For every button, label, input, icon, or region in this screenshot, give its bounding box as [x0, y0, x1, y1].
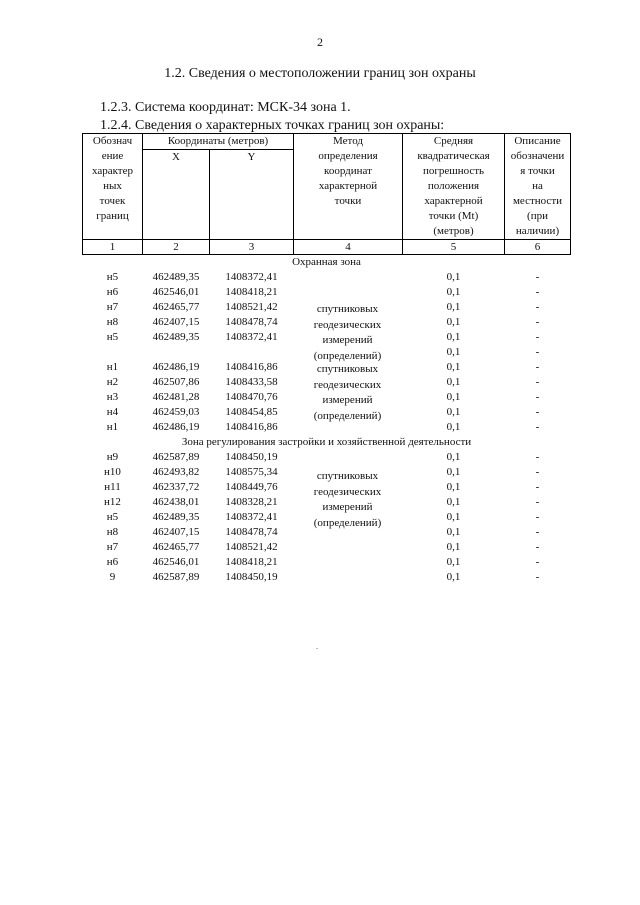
error-value: 0,1 [446, 376, 461, 388]
header-line: точек [99, 195, 126, 207]
point-id: н5 [106, 271, 119, 283]
header-line: характерной [318, 180, 378, 192]
header-description [505, 134, 571, 240]
description-value: - [535, 481, 540, 493]
method-cell [294, 570, 403, 585]
x-coordinate: 462489,35 [152, 511, 200, 523]
method-line: геодезических [313, 318, 382, 331]
point-id: 9 [109, 571, 116, 583]
error-value: 0,1 [446, 541, 461, 553]
y-coordinate: 1408450,19 [225, 571, 278, 583]
error-value: 0,1 [446, 511, 461, 523]
section-title: 1.2. Сведения о местоположении границ зон охраны [164, 66, 476, 81]
error-value: 0,1 [446, 346, 461, 358]
header-line: квадратическая [417, 150, 490, 162]
error-value: 0,1 [446, 451, 461, 463]
point-id: н11 [104, 481, 121, 493]
header-x: X [143, 150, 210, 240]
x-coordinate: 462481,28 [152, 391, 200, 403]
error-value: 0,1 [446, 406, 461, 418]
x-coordinate: 462486,19 [152, 421, 200, 433]
header-line: определения [318, 150, 378, 162]
y-coordinate: 1408372,41 [225, 271, 278, 283]
point-id: н2 [106, 376, 119, 388]
description-value: - [535, 391, 540, 403]
error-value: 0,1 [446, 466, 461, 478]
x-coordinate: 462407,15 [152, 316, 200, 328]
header-line: Средняя [433, 135, 474, 147]
description-value: - [535, 301, 540, 313]
method-line: измерений [322, 334, 373, 346]
method-cell [294, 270, 403, 285]
error-value: 0,1 [446, 526, 461, 538]
table-row [83, 450, 571, 465]
method-block-2 [293, 362, 402, 424]
header-line: я точки [520, 165, 555, 177]
y-coordinate: 1408372,41 [225, 511, 278, 523]
point-id: н8 [106, 316, 119, 328]
x-coordinate: 462407,15 [152, 526, 200, 538]
x-coordinate: 462337,72 [152, 481, 200, 493]
point-id: н7 [106, 541, 119, 553]
description-value: - [535, 286, 540, 298]
method-line: (определений) [313, 409, 382, 422]
header-line: точки (Mt) [428, 210, 479, 222]
description-value: - [535, 496, 540, 508]
description-value: - [535, 556, 540, 568]
point-id: н4 [106, 406, 119, 418]
point-id: н10 [104, 466, 121, 478]
x-coordinate: 462465,77 [152, 301, 200, 313]
x-coordinate: 462465,77 [152, 541, 200, 553]
point-id: н8 [106, 526, 119, 538]
y-coordinate: 1408450,19 [225, 451, 278, 463]
column-number: 2 [143, 240, 210, 255]
error-value: 0,1 [446, 391, 461, 403]
header-row [83, 134, 571, 150]
zone-title-row [83, 435, 571, 450]
method-cell [294, 285, 403, 300]
method-cell [294, 555, 403, 570]
method-line: спутниковых [316, 363, 379, 375]
method-block-3 [293, 469, 402, 531]
header-line: Описание [514, 135, 561, 147]
zone-title: Зона регулирования застройки и хозяйственной деятельности [181, 436, 472, 448]
y-coordinate: 1408418,21 [225, 556, 278, 568]
header-coordinates: Координаты (метров) [143, 134, 294, 150]
y-coordinate: 1408416,86 [225, 421, 278, 433]
header-line: точки [334, 195, 362, 207]
y-coordinate: 1408521,42 [225, 301, 278, 313]
x-coordinate: 462507,86 [152, 376, 200, 388]
point-id: н3 [106, 391, 119, 403]
method-line: геодезических [313, 485, 382, 498]
zone-title-row [83, 255, 571, 271]
y-coordinate: 1408478,74 [225, 316, 278, 328]
error-value: 0,1 [446, 301, 461, 313]
header-line: координат [324, 165, 372, 177]
point-id: н5 [106, 511, 119, 523]
header-line: на [532, 180, 543, 192]
error-value: 0,1 [446, 556, 461, 568]
page-number: 2 [317, 35, 323, 49]
x-coordinate: 462587,89 [152, 571, 200, 583]
header-line: ение [101, 150, 124, 162]
point-id: н7 [106, 301, 119, 313]
header-line: (метров) [433, 225, 474, 237]
error-value: 0,1 [446, 286, 461, 298]
header-error [403, 134, 505, 240]
zone-title: Охранная зона [292, 256, 361, 268]
point-id: н1 [106, 361, 119, 373]
description-value: - [535, 571, 540, 583]
header-line: Метод [333, 135, 363, 147]
x-coordinate: 462587,89 [152, 451, 200, 463]
description-value: - [535, 361, 540, 373]
header-point-designation [83, 134, 143, 240]
method-line: геодезических [313, 378, 382, 391]
method-line: (определений) [313, 349, 382, 362]
scan-speck [316, 648, 318, 649]
description-value: - [535, 541, 540, 553]
column-number: 5 [403, 240, 505, 255]
description-value: - [535, 376, 540, 388]
coordinate-system-line: 1.2.3. Система координат: МСК-34 зона 1. [100, 100, 351, 115]
error-value: 0,1 [446, 271, 461, 283]
header-line: (при [527, 210, 548, 222]
header-line: ных [103, 180, 122, 192]
error-value: 0,1 [446, 571, 461, 583]
error-value: 0,1 [446, 316, 461, 328]
table-row [83, 540, 571, 555]
column-number: 3 [210, 240, 294, 255]
x-coordinate: 462546,01 [152, 286, 200, 298]
column-number: 4 [294, 240, 403, 255]
y-coordinate: 1408433,58 [225, 376, 278, 388]
point-id: н6 [106, 286, 119, 298]
description-value: - [535, 346, 540, 358]
method-line: измерений [322, 501, 373, 513]
description-value: - [535, 406, 540, 418]
method-block-1 [293, 302, 402, 364]
table-row [83, 270, 571, 285]
description-value: - [535, 511, 540, 523]
y-coordinate: 1408449,76 [225, 481, 278, 493]
column-number-row [83, 240, 571, 255]
method-line: спутниковых [316, 303, 379, 315]
description-value: - [535, 526, 540, 538]
x-coordinate: 462546,01 [152, 556, 200, 568]
error-value: 0,1 [446, 421, 461, 433]
x-coordinate: 462489,35 [152, 331, 200, 343]
x-coordinate: 462459,03 [152, 406, 200, 418]
x-coordinate: 462486,19 [152, 361, 200, 373]
y-coordinate: 1408521,42 [225, 541, 278, 553]
boundary-points-heading: 1.2.4. Сведения о характерных точках границ зон охраны: [100, 118, 445, 133]
header-line: Обознач [92, 135, 133, 147]
y-coordinate: 1408418,21 [225, 286, 278, 298]
error-value: 0,1 [446, 481, 461, 493]
y-coordinate: 1408454,85 [225, 406, 278, 418]
header-line: характерной [424, 195, 483, 207]
table-row [83, 555, 571, 570]
x-coordinate: 462489,35 [152, 271, 200, 283]
header-line: обозначени [510, 150, 565, 162]
y-coordinate: 1408328,21 [225, 496, 278, 508]
point-id: н9 [106, 451, 119, 463]
description-value: - [535, 271, 540, 283]
y-coordinate: 1408575,34 [225, 466, 278, 478]
method-cell [294, 450, 403, 465]
point-id: н6 [106, 556, 119, 568]
point-id: н12 [104, 496, 121, 508]
description-value: - [535, 316, 540, 328]
error-value: 0,1 [446, 361, 461, 373]
point-id: н1 [106, 421, 119, 433]
x-coordinate [143, 345, 210, 360]
error-value: 0,1 [446, 331, 461, 343]
header-line: границ [96, 210, 129, 222]
header-line: местности [512, 195, 563, 207]
y-coordinate: 1408372,41 [225, 331, 278, 343]
error-value: 0,1 [446, 496, 461, 508]
header-line: характер [91, 165, 133, 177]
column-number: 1 [83, 240, 143, 255]
table-row [83, 285, 571, 300]
description-value: - [535, 466, 540, 478]
description-value: - [535, 421, 540, 433]
header-line: наличии) [515, 225, 560, 237]
y-coordinate: 1408416,86 [225, 361, 278, 373]
y-coordinate: 1408478,74 [225, 526, 278, 538]
header-line: погрешность [422, 165, 485, 177]
header-line: положения [427, 180, 480, 192]
method-line: измерений [322, 394, 373, 406]
header-method [294, 134, 403, 240]
method-line: (определений) [313, 516, 382, 529]
x-coordinate: 462493,82 [152, 466, 200, 478]
method-line: спутниковых [316, 470, 379, 482]
header-y: Y [210, 150, 294, 240]
point-id [83, 345, 143, 360]
method-cell [294, 540, 403, 555]
point-id: н5 [106, 331, 119, 343]
description-value: - [535, 331, 540, 343]
x-coordinate: 462438,01 [152, 496, 200, 508]
table-row [83, 570, 571, 585]
column-number: 6 [505, 240, 571, 255]
y-coordinate: 1408470,76 [225, 391, 278, 403]
description-value: - [535, 451, 540, 463]
y-coordinate [210, 345, 294, 360]
